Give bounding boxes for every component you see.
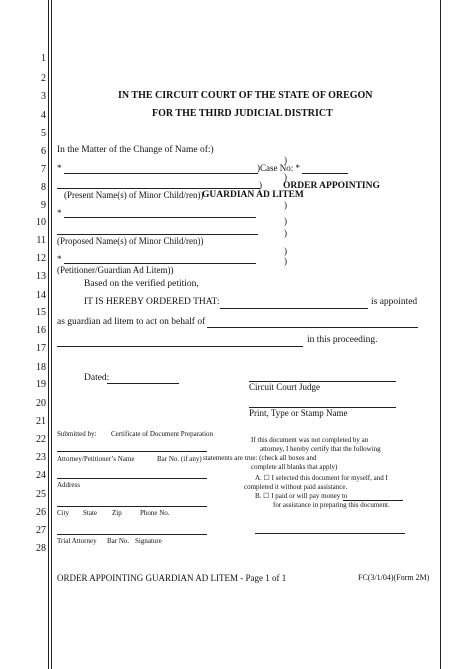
line-number: 3 (41, 91, 46, 102)
paren: ) (284, 155, 287, 165)
proposed-names-label: (Proposed Name(s) of Minor Child/ren)) (57, 236, 204, 246)
line-number: 27 (36, 525, 46, 536)
address-line[interactable] (57, 478, 207, 479)
line-number: 15 (36, 307, 46, 318)
required-asterisk: * (57, 254, 62, 264)
required-asterisk: * (57, 208, 62, 218)
line-number: 12 (36, 253, 46, 264)
line-number: 5 (41, 128, 46, 139)
line-number: 9 (41, 200, 46, 211)
ordered-text: IT IS HEREBY ORDERED THAT: (84, 297, 220, 307)
certificate-line-2: attorney, I hereby certify that the following (260, 445, 381, 453)
line-number: 1 (41, 53, 46, 64)
proceeding-text: in this proceeding. (307, 335, 378, 345)
margin-rule-left-outer (48, 0, 49, 669)
line-number: 14 (36, 290, 46, 301)
child-name-field-continued[interactable] (57, 346, 303, 347)
line-number: 26 (36, 507, 46, 518)
footer-title: ORDER APPOINTING GUARDIAN AD LITEM - Page 1 of 1 (57, 573, 287, 583)
line-number: 7 (41, 164, 46, 175)
proposed-name-line-1 (64, 217, 256, 218)
district-heading: FOR THE THIRD JUDICIAL DISTRICT (152, 108, 333, 119)
line-number: 20 (36, 398, 46, 409)
paren: ) (284, 246, 287, 256)
child-name-field[interactable] (207, 327, 418, 328)
attorney-petitioner-label: Attorney/Petitioner’s Name (57, 455, 135, 463)
zip-label: Zip (112, 509, 122, 517)
petitioner-name-line (64, 173, 258, 174)
case-number-field[interactable] (302, 173, 348, 174)
court-heading: IN THE CIRCUIT COURT OF THE STATE OF OREGON (118, 90, 373, 101)
attorney-name-line[interactable] (57, 451, 207, 452)
trial-attorney-line[interactable] (57, 534, 207, 535)
paren: ) (259, 180, 262, 190)
signature-label: Signature (135, 537, 162, 545)
form-code: FC(3/1/04)(Form 2M) (358, 573, 430, 582)
document-title-line1: ORDER APPOINTING (283, 181, 380, 191)
guardian-for-text: as guardian ad litem to act on behalf of (57, 317, 206, 327)
petitioner-label: (Petitioner/Guardian Ad Litem)) (57, 265, 174, 275)
option-a-line-2: completed it without paid assistance. (244, 483, 348, 491)
line-number: 6 (41, 146, 46, 157)
document-title-line2: GUARDIAN AD LITEM (202, 190, 304, 200)
line-number: 4 (41, 110, 46, 121)
trial-attorney-label: Trial Attorney (57, 537, 97, 545)
option-a-line-1[interactable]: A. ☐ I selected this document for myself, and I (255, 474, 388, 482)
petitioner-guardian-line (64, 263, 256, 264)
line-number: 17 (36, 343, 46, 354)
paren: ) (284, 256, 287, 266)
date-field[interactable] (107, 383, 179, 384)
line-number: 25 (36, 489, 46, 500)
line-number: 2 (41, 73, 46, 84)
line-number: 23 (36, 452, 46, 463)
option-b-line-2: for assistance in preparing this document. (273, 501, 390, 509)
judge-label: Circuit Court Judge (249, 382, 320, 392)
line-number: 11 (36, 235, 46, 246)
present-name-line (57, 188, 260, 189)
certificate-heading: Certificate of Document Preparation (111, 430, 214, 438)
paren: ) (284, 216, 287, 226)
case-number-label: )Case No: * (257, 163, 300, 173)
line-number: 16 (36, 325, 46, 336)
matter-label: In the Matter of the Change of Name of:) (57, 145, 214, 155)
bar-number-label: Bar No. (if any) (157, 455, 202, 463)
bar-number-short-label: Bar No. (107, 537, 130, 545)
line-number: 24 (36, 470, 46, 481)
required-asterisk: * (57, 163, 62, 173)
certificate-signature-line[interactable] (255, 533, 405, 534)
option-b-line-1[interactable]: B. ☐ I paid or will pay money to (255, 492, 348, 500)
city-state-zip-line[interactable] (57, 506, 207, 507)
line-number: 18 (36, 362, 46, 373)
address-label: Address (57, 481, 80, 489)
phone-label: Phone No. (140, 509, 170, 517)
line-number: 8 (41, 182, 46, 193)
margin-rule-right (440, 0, 441, 669)
city-label: City (57, 509, 70, 517)
line-number: 22 (36, 434, 46, 445)
certificate-line-1: If this document was not completed by an (251, 436, 369, 444)
appointee-name-field[interactable] (220, 308, 368, 309)
certificate-line-3: statements are true: (check all boxes and (203, 454, 317, 462)
line-number: 19 (36, 379, 46, 390)
line-number: 13 (36, 271, 46, 282)
margin-rule-left-inner (51, 0, 52, 669)
print-name-label: Print, Type or Stamp Name (249, 408, 348, 418)
line-number: 10 (36, 217, 46, 228)
certificate-line-4: complete all blanks that apply) (251, 463, 338, 471)
line-number: 28 (36, 543, 46, 554)
paren: ) (284, 172, 287, 182)
verified-petition-text: Based on the verified petition, (84, 279, 199, 289)
paren: ) (284, 228, 287, 238)
line-number: 21 (36, 416, 46, 427)
appointed-text: is appointed (371, 297, 418, 307)
dated-label: Dated: (84, 373, 110, 383)
present-names-label: (Present Name(s) of Minor Child/ren)) (64, 190, 204, 200)
proposed-name-line-2 (57, 234, 258, 235)
state-label: State (83, 509, 97, 517)
paren: ) (284, 200, 287, 210)
submitted-by-label: Submitted by: (57, 430, 97, 438)
